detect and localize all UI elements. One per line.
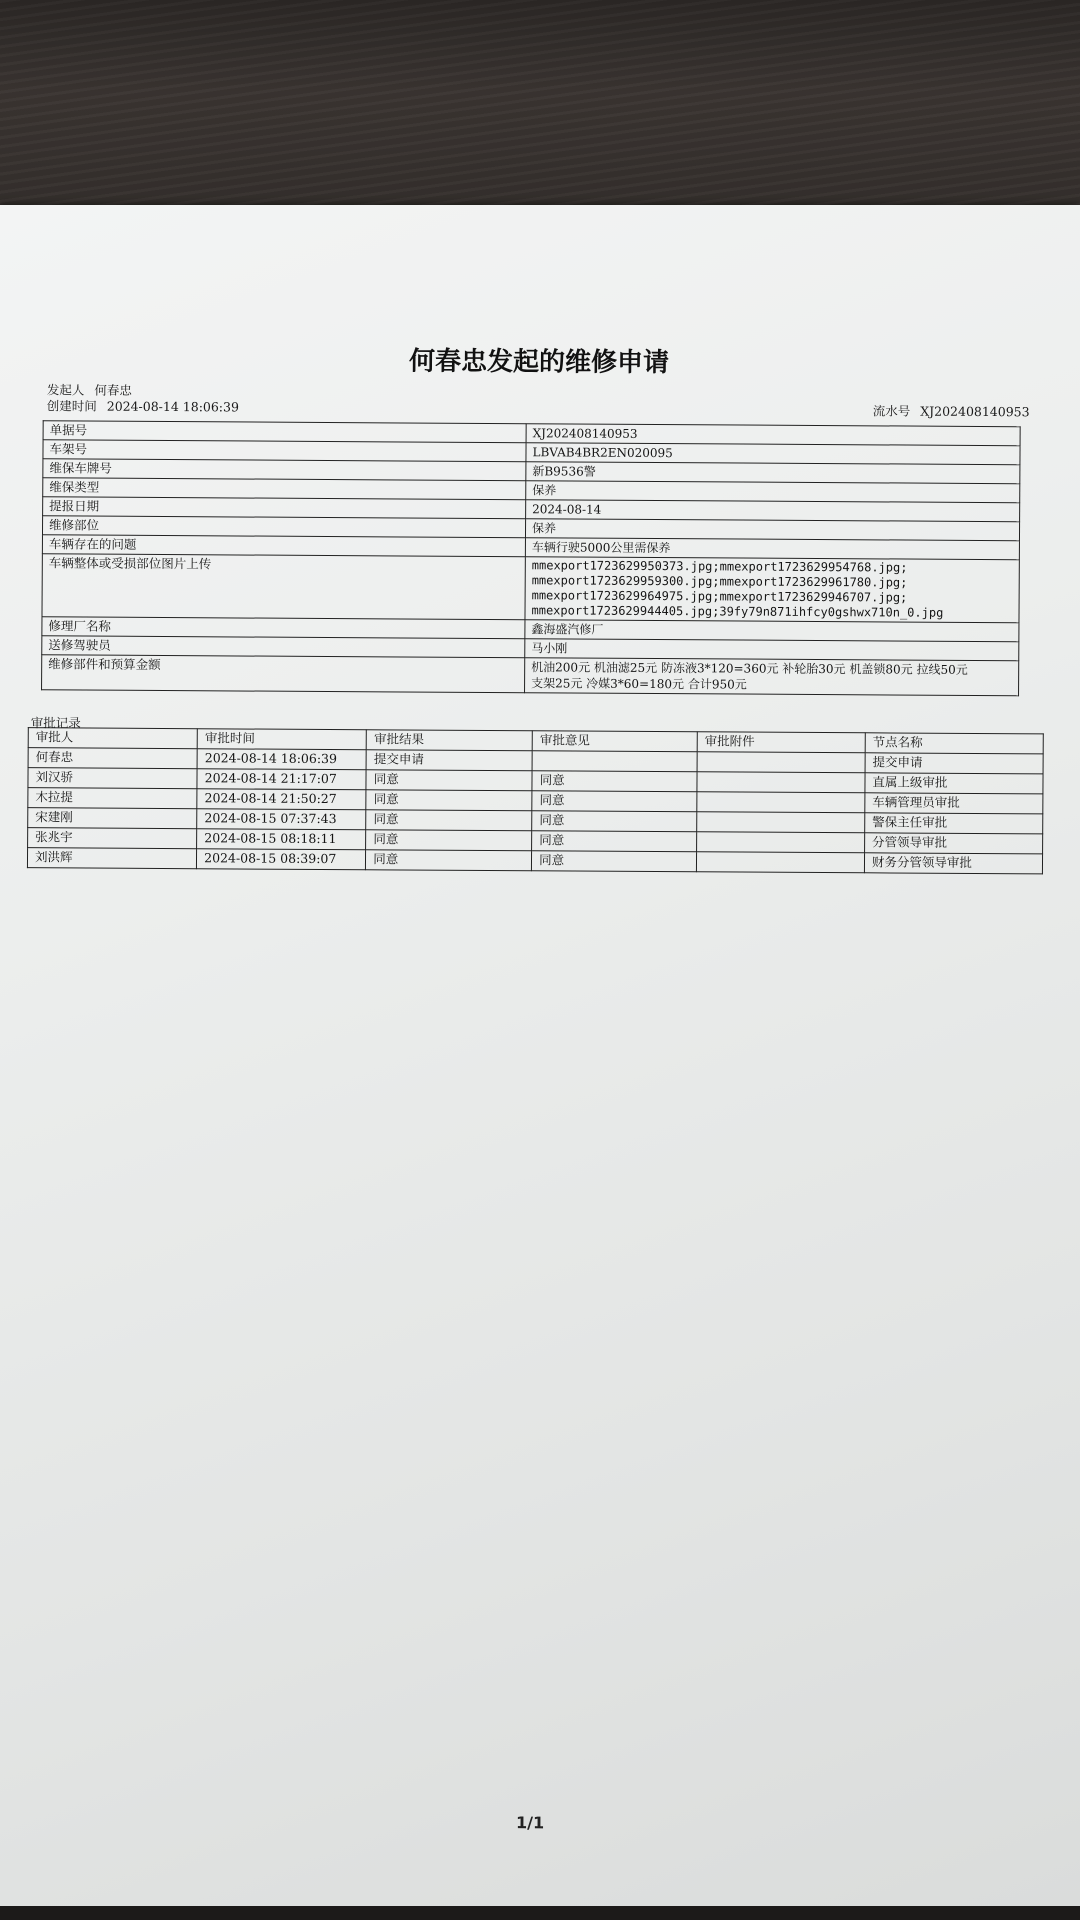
info-label: 车架号	[43, 440, 526, 462]
info-value: 保养	[526, 481, 1020, 503]
info-value: 保养	[525, 519, 1019, 541]
approval-cell: 同意	[532, 771, 697, 792]
info-label: 维修部件和预算金额	[42, 655, 525, 693]
info-label: 车辆存在的问题	[42, 535, 525, 557]
approval-cell: 张兆宇	[28, 828, 197, 849]
info-row	[42, 554, 1019, 623]
approval-cell: 同意	[366, 830, 532, 851]
info-value: 马小刚	[525, 639, 1019, 661]
approval-cell	[697, 772, 865, 793]
initiator-name: 何春忠	[94, 382, 132, 398]
approval-cell: 2024-08-15 07:37:43	[197, 809, 366, 830]
info-value: 机油200元 机油滤25元 防冻液3*120=360元 补轮胎30元 机盖锁80元 拉线50元 支架25元 冷媒3*60=180元 合计950元	[525, 658, 1019, 696]
created-line	[47, 396, 245, 415]
approval-header-cell: 审批附件	[697, 732, 865, 753]
approval-cell	[696, 852, 864, 873]
serial-number: XJ202408140953	[920, 403, 1030, 420]
approval-header-cell: 节点名称	[865, 733, 1043, 754]
info-value: LBVAB4BR2EN020095	[526, 443, 1020, 465]
info-label: 送修驾驶员	[42, 636, 525, 658]
approval-cell: 直属上级审批	[865, 773, 1043, 794]
approval-cell: 2024-08-15 08:18:11	[197, 829, 366, 850]
info-value: mmexport1723629950373.jpg;mmexport1723629954768.jpg; mmexport1723629959300.jpg;mmexport1723629961780.jpg; mmexport1723629964975.jpg;mmexport1723629946707.jpg; mmexport1723629944405.jpg;39fy79n871ihfcy0gshwx710n_0.jpg	[525, 557, 1019, 623]
page-number: 1/1	[516, 1813, 545, 1833]
document-page	[0, 205, 1080, 1910]
approval-cell: 提交申请	[366, 750, 532, 771]
info-label: 维修部位	[42, 516, 525, 538]
approval-cell: 警保主任审批	[865, 813, 1043, 834]
approval-cell: 同意	[366, 790, 532, 811]
approval-cell: 2024-08-14 21:17:07	[197, 769, 366, 790]
document-content	[0, 205, 1080, 1917]
info-label: 车辆整体或受损部位图片上传	[42, 554, 525, 620]
info-label: 维保车牌号	[43, 459, 526, 481]
approval-cell: 财务分管领导审批	[864, 853, 1042, 874]
approval-cell: 同意	[366, 770, 532, 791]
info-value: 2024-08-14	[526, 500, 1020, 522]
approval-header-cell: 审批人	[28, 728, 197, 749]
approval-cell	[697, 792, 865, 813]
created-label: 创建时间	[46, 398, 97, 414]
approval-cell: 提交申请	[865, 753, 1043, 774]
approval-header-cell: 审批时间	[197, 729, 366, 750]
approval-cell: 木拉提	[28, 788, 197, 809]
approval-cell	[532, 751, 697, 772]
approval-cell: 同意	[532, 831, 697, 852]
info-label: 修理厂名称	[42, 617, 525, 639]
info-value: XJ202408140953	[526, 424, 1020, 446]
info-row	[42, 655, 1019, 696]
approval-cell: 刘汉骄	[28, 768, 197, 789]
info-value: 新B9536警	[526, 462, 1020, 484]
approval-cell: 同意	[366, 810, 532, 831]
table-surface	[0, 0, 1080, 230]
initiator-label: 发起人	[46, 382, 85, 398]
info-table	[41, 420, 1021, 696]
approval-cell: 2024-08-14 21:50:27	[197, 789, 366, 810]
approval-table	[27, 727, 1044, 874]
approval-cell: 刘洪辉	[27, 848, 196, 869]
serial-label: 流水号	[872, 403, 911, 419]
approval-cell	[696, 832, 864, 853]
info-label: 单据号	[43, 421, 526, 443]
info-value: 鑫海盛汽修厂	[525, 620, 1019, 642]
approval-cell: 分管领导审批	[864, 833, 1042, 854]
approval-cell: 车辆管理员审批	[865, 793, 1043, 814]
info-label: 提报日期	[43, 497, 526, 519]
approval-cell: 何春忠	[28, 748, 197, 769]
info-value: 车辆行驶5000公里需保养	[525, 538, 1019, 560]
serial-line	[873, 401, 1036, 420]
approval-section-title: 审批记录	[30, 715, 81, 731]
approval-cell: 同意	[532, 851, 697, 872]
approval-header-cell: 审批结果	[366, 730, 532, 751]
approval-cell: 同意	[532, 811, 697, 832]
approval-cell: 同意	[532, 791, 697, 812]
info-label: 维保类型	[43, 478, 526, 500]
approval-cell	[697, 812, 865, 833]
document-title: 何春忠发起的维修申请	[408, 346, 670, 379]
approval-cell	[697, 752, 865, 773]
approval-cell: 宋建刚	[28, 808, 197, 829]
approval-header-cell: 审批意见	[532, 731, 697, 752]
table-edge	[0, 1906, 1080, 1920]
approval-cell: 2024-08-14 18:06:39	[197, 749, 366, 770]
approval-cell: 同意	[366, 850, 532, 871]
approval-cell: 2024-08-15 08:39:07	[197, 849, 366, 870]
created-time: 2024-08-14 18:06:39	[106, 398, 240, 415]
